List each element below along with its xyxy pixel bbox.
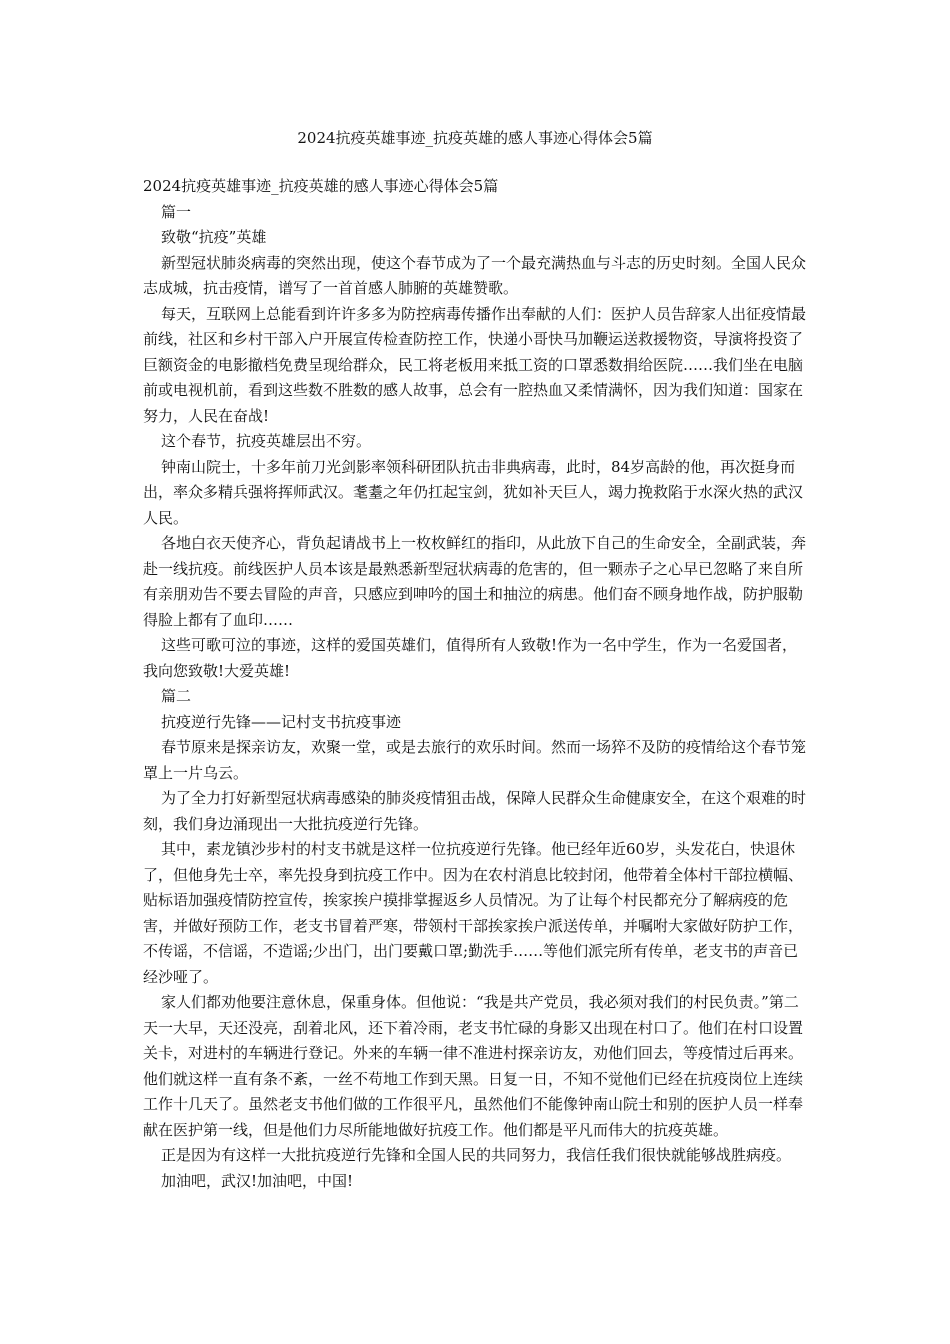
paragraph: 新型冠状肺炎病毒的突然出现，使这个春节成为了一个最充满热血与斗志的历史时刻。全国人民众志成城，抗击疫情，谱写了一首首感人肺腑的英雄赞歌。 (143, 253, 807, 297)
section-heading-2: 抗疫逆行先锋——记村支书抗疫事迹 (161, 712, 402, 731)
paragraph: 正是因为有这样一大批抗疫逆行先锋和全国人民的共同努力，我信任我们很快就能够战胜病疫。 (161, 1146, 792, 1164)
paragraph: 这个春节，抗疫英雄层出不穷。 (161, 432, 372, 450)
paragraph: 家人们都劝他要注意休息，保重身体。但他说：“我是共产党员，我必须对我们的村民负责。”第二天一大早，天还没亮，刮着北风，还下着冷雨，老支书忙碌的身影又出现在村口了。他们在村口设置关卡，对进村的车辆进行登记。外来的车辆一律不准进村探亲访友，劝他们回去，等疫情过后再来。他们就这样一直有条不紊，一丝不苟地工作到天黑。日复一日，不知不觉他们已经在抗疫岗位上连续工作十几天了。虽然老支书他们做的工作很平凡，虽然他们不能像钟南山院士和别的医护人员一样奉献在医护第一线，但是他们力尽所能地做好抗疫工作。他们都是平凡而伟大的抗疫英雄。 (143, 993, 804, 1139)
document-subtitle: 2024抗疫英雄事迹_抗疫英雄的感人事迹心得体会5篇 (143, 177, 499, 195)
paragraph: 各地白衣天使齐心，背负起请战书上一枚枚鲜红的指印，从此放下自己的生命安全，全副武装，奔赴一线抗疫。前线医护人员本该是最熟悉新型冠状病毒的危害的，但一颗赤子之心早已忽略了来自所有亲朋劝告不要去冒险的声音，只感应到呻吟的国土和抽泣的病患。他们奋不顾身地作战，防护服勒得脸上都有了血印…… (143, 534, 807, 629)
paragraph: 春节原来是探亲访友，欢聚一堂，或是去旅行的欢乐时间。然而一场猝不及防的疫情给这个春节笼罩上一片乌云。 (143, 738, 807, 782)
paragraph: 为了全力打好新型冠状病毒感染的肺炎疫情狙击战，保障人民群众生命健康安全，在这个艰难的时刻，我们身边涌现出一大批抗疫逆行先锋。 (143, 789, 807, 833)
section-heading-1: 致敬“抗疫”英雄 (161, 228, 267, 246)
section-label-2: 篇二 (161, 687, 192, 705)
paragraph: 其中，素龙镇沙步村的村支书就是这样一位抗疫逆行先锋。他已经年近60岁，头发花白，快退休了，但他身先士卒，率先投身到抗疫工作中。因为在农村消息比较封闭，他带着全体村干部拉横幅、贴标语加强疫情防控宣传，挨家挨户摸排掌握返乡人员情况。为了让每个村民都充分了解病疫的危害，并做好预防工作，老支书冒着严寒，带领村干部挨家挨户派送传单，并嘱咐大家做好防护工作，不传谣，不信谣，不造谣;少出门，出门要戴口罩;勤洗手……等他们派完所有传单，老支书的声音已经沙哑了。 (143, 840, 804, 986)
document-title: 2024抗疫英雄事迹_抗疫英雄的感人事迹心得体会5篇 (297, 129, 653, 147)
paragraph: 每天，互联网上总能看到许许多多为防控病毒传播作出奉献的人们：医护人员告辞家人出征疫情最前线，社区和乡村干部入户开展宣传检查防控工作，快递小哥快马加鞭运送救援物资，导演将投资了巨额资金的电影撤档免费呈现给群众，民工将老板用来抵工资的口罩悉数捐给医院……我们坐在电脑前或电视机前，看到这些数不胜数的感人故事，总会有一腔热血又柔情满怀，因为我们知道：国家在努力，人民在奋战! (143, 304, 807, 425)
document-body (143, 174, 809, 1194)
paragraph: 钟南山院士，十多年前刀光剑影率领科研团队抗击非典病毒，此时，84岁高龄的他，再次挺身而出，率众多精兵强将挥师武汉。耄耋之年仍扛起宝剑，犹如补天巨人，竭力挽救陷于水深火热的武汉人民。 (143, 457, 804, 527)
paragraph: 这些可歌可泣的事迹，这样的爱国英雄们，值得所有人致敬!作为一名中学生，作为一名爱国者，我向您致敬!大爱英雄! (143, 636, 798, 680)
paragraph: 加油吧，武汉!加油吧，中国! (161, 1171, 354, 1190)
section-label-1: 篇一 (161, 202, 192, 221)
